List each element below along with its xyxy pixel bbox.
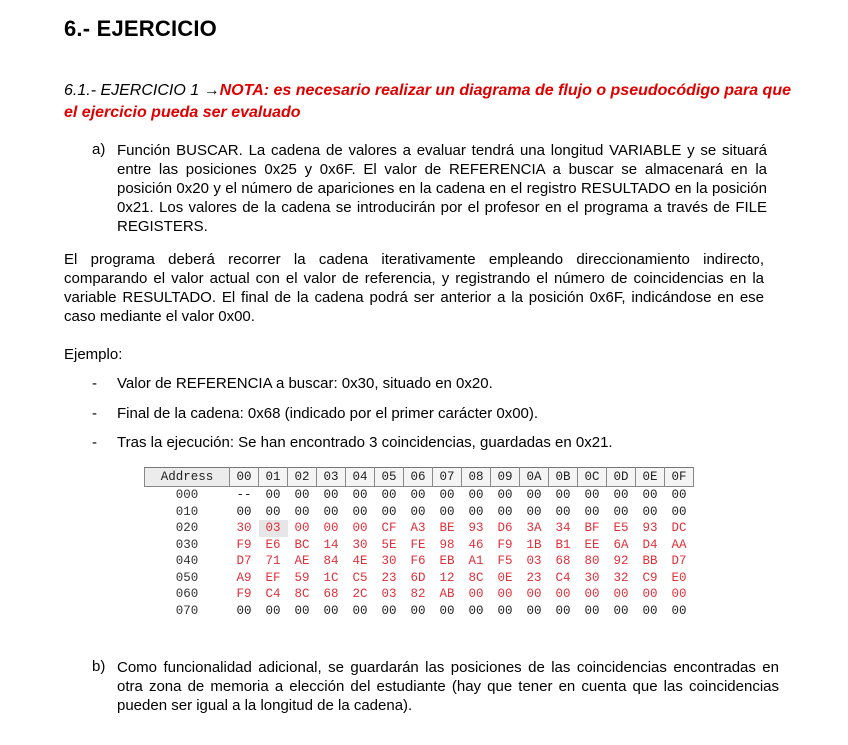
table-row [145,553,694,570]
register-cell: 80 [584,554,600,569]
register-cell: 30 [352,537,368,552]
exercise-note: NOTA: es necesario realizar un diagrama de flujo o pseudocódigo para que el ejercicio pueda ser evaluado [64,82,791,121]
register-cell: 68 [555,554,571,569]
row-address: 040 [175,554,199,569]
register-cell: 00 [584,488,600,503]
register-cell: 3A [526,521,542,536]
register-cell: 00 [265,504,281,519]
register-cell: 00 [642,603,658,618]
table-row [145,520,694,537]
item-a-text: Función BUSCAR. La cadena de valores a evaluar tendrá una longitud VARIABLE y se situará entre las posiciones 0x25 y 0x6F. El valor de REFERENCIA a buscar se almacenará en la posición 0x20 y el número de apariciones en la cadena en el registro RESULTADO en la posición 0x21. Los valores de la cadena se introducirán por el profesor en el programa a través de FILE REGISTERS. [117,142,767,235]
register-cell: BF [584,521,600,536]
register-cell: 00 [613,504,629,519]
table-row [145,570,694,587]
register-cell: 00 [352,504,368,519]
item-b-text: Como funcionalidad adicional, se guardarán las posiciones de las coincidencias encontradas en otra zona de memoria a elección del estudiante (hay que tener en cuenta que las coincidencias pueden ser igual a la longitud de la cadena). [117,659,779,714]
register-cell: 00 [381,488,397,503]
register-cell: C4 [555,570,571,585]
column-header: 01 [259,468,288,487]
register-cell: A3 [410,521,426,536]
column-header: 0D [607,468,636,487]
column-header: 05 [375,468,404,487]
register-cell: 00 [323,504,339,519]
register-cell: 00 [323,488,339,503]
register-cell: 12 [439,570,455,585]
row-address: 010 [175,504,199,519]
register-cell: 6D [410,570,426,585]
register-cell: 32 [613,570,629,585]
register-cell: 46 [468,537,484,552]
register-cell: 00 [352,521,368,536]
register-cell: 00 [671,603,687,618]
register-cell: 00 [265,603,281,618]
row-address: 060 [175,587,199,602]
register-cell: 03 [381,587,397,602]
register-cell: 00 [642,504,658,519]
register-cell: 00 [439,504,455,519]
description-paragraph: El programa deberá recorrer la cadena iterativamente empleando direccionamiento indirecto, comparando el valor actual con el valor de referencia, y registrando el número de coincidencias en la variable RESULTADO. El final de la cadena podrá ser anterior a la posición 0x6F, indicándose en ese caso mediante el valor 0x00. [64,251,764,325]
register-cell: BC [294,537,310,552]
register-cell: 00 [468,587,484,602]
register-cell: 00 [613,587,629,602]
column-header: 09 [491,468,520,487]
register-cell: 1B [526,537,542,552]
register-cell: 00 [497,587,513,602]
register-cell: 00 [642,587,658,602]
bullet-text: Valor de REFERENCIA a buscar: 0x30, situado en 0x20. [117,375,493,392]
register-cell: 00 [497,488,513,503]
register-cell: FE [410,537,426,552]
register-cell: 23 [381,570,397,585]
register-cell: EB [439,554,455,569]
register-cell: 00 [642,488,658,503]
column-header: 0E [636,468,665,487]
column-header: 0B [549,468,578,487]
register-cell: 23 [526,570,542,585]
register-cell: F6 [410,554,426,569]
register-cell: 00 [584,504,600,519]
register-cell: BB [642,554,658,569]
register-cell: 5E [381,537,397,552]
register-cell: 00 [381,504,397,519]
register-cell: 00 [294,504,310,519]
register-cell: EE [584,537,600,552]
register-cell: 00 [323,603,339,618]
register-cell: 00 [352,488,368,503]
register-cell: 92 [613,554,629,569]
column-header: 0F [665,468,694,487]
register-cell: 00 [497,504,513,519]
register-cell: 14 [323,537,339,552]
register-cell: 00 [671,587,687,602]
register-cell: C4 [265,587,281,602]
register-cell: 93 [468,521,484,536]
row-address: 030 [175,537,199,552]
arrow-icon: → [203,82,220,99]
register-cell: 00 [613,603,629,618]
register-cell: EF [265,570,281,585]
register-cell: 00 [294,603,310,618]
row-address: 000 [175,488,199,503]
register-cell: 03 [259,520,288,537]
register-cell: 2C [352,587,368,602]
register-cell: F9 [236,587,252,602]
register-cell: 00 [555,587,571,602]
register-cell: A1 [468,554,484,569]
register-cell: 71 [265,554,281,569]
item-a-label: a) [92,141,106,158]
register-cell: 00 [671,488,687,503]
register-cell: 00 [439,603,455,618]
register-cell: D7 [671,554,687,569]
register-cell: AA [671,537,687,552]
register-cell: C9 [642,570,658,585]
register-cell: C5 [352,570,368,585]
column-header: 07 [433,468,462,487]
register-cell: 8C [294,587,310,602]
register-cell: 8C [468,570,484,585]
bullet-text: Tras la ejecución: Se han encontrado 3 coincidencias, guardadas en 0x21. [117,434,613,451]
register-cell: 30 [584,570,600,585]
register-cell: DC [671,521,687,536]
register-cell: 00 [352,603,368,618]
register-cell: 00 [236,504,252,519]
table-row [145,537,694,554]
register-cell: D7 [236,554,252,569]
bullet-dash: - [92,434,97,451]
register-cell: F9 [236,537,252,552]
register-cell: 00 [381,603,397,618]
register-cell: 00 [410,488,426,503]
register-cell: 00 [468,603,484,618]
register-cell: 00 [555,488,571,503]
column-header: 03 [317,468,346,487]
register-cell: 00 [555,504,571,519]
register-cell: 00 [613,488,629,503]
register-cell: CF [381,521,397,536]
register-cell: 00 [294,488,310,503]
column-header: 06 [404,468,433,487]
register-cell: 30 [236,521,252,536]
table-body [145,487,694,620]
register-cell: 84 [323,554,339,569]
register-cell: 1C [323,570,339,585]
register-cell: 68 [323,587,339,602]
register-cell: 00 [555,603,571,618]
column-header: 0C [578,468,607,487]
register-cell: 00 [584,587,600,602]
page-title: 6.- EJERCICIO [64,16,217,41]
register-cell: A9 [236,570,252,585]
row-address: 070 [175,603,199,618]
register-cell: 30 [381,554,397,569]
register-cell: BE [439,521,455,536]
register-cell: B1 [555,537,571,552]
register-cell: 00 [294,521,310,536]
register-cell: -- [236,488,252,503]
register-cell: 00 [323,521,339,536]
register-cell: 03 [526,554,542,569]
column-header: 00 [230,468,259,487]
column-header: 0A [520,468,549,487]
example-label: Ejemplo: [64,346,123,363]
register-cell: 00 [584,603,600,618]
register-cell: E5 [613,521,629,536]
register-cell: D4 [642,537,658,552]
bullet-dash: - [92,375,97,392]
register-cell: E6 [265,537,281,552]
register-cell: 98 [439,537,455,552]
exercise-number: 6.1.- EJERCICIO 1 [64,82,200,99]
column-header-address: Address [145,468,230,487]
register-cell: 59 [294,570,310,585]
register-cell: 00 [526,488,542,503]
register-cell: 00 [526,587,542,602]
table-header-row [145,468,694,487]
register-cell: 00 [410,504,426,519]
register-cell: 00 [526,504,542,519]
bullet-text: Final de la cadena: 0x68 (indicado por el primer carácter 0x00). [117,405,539,422]
register-cell: 93 [642,521,658,536]
register-cell: 00 [410,603,426,618]
register-cell: 00 [497,603,513,618]
column-header: 08 [462,468,491,487]
register-cell: 00 [439,488,455,503]
register-cell: AE [294,554,310,569]
register-cell: 0E [497,570,513,585]
register-cell: 82 [410,587,426,602]
table-row [145,603,694,620]
exercise-subtitle [64,80,794,124]
register-cell: 00 [236,603,252,618]
table-row [145,487,694,504]
item-b-label: b) [92,658,106,675]
register-cell: 00 [526,603,542,618]
register-cell: 4E [352,554,368,569]
register-cell: AB [439,587,455,602]
column-header: 04 [346,468,375,487]
table-row [145,504,694,521]
register-cell: 6A [613,537,629,552]
bullet-dash: - [92,405,97,422]
row-address: 020 [175,521,199,536]
register-cell: 00 [671,504,687,519]
register-cell: 00 [265,488,281,503]
register-cell: 00 [468,504,484,519]
register-cell: 34 [555,521,571,536]
table-row [145,586,694,603]
register-cell: F5 [497,554,513,569]
register-cell: D6 [497,521,513,536]
register-cell: F9 [497,537,513,552]
register-cell: E0 [671,570,687,585]
register-cell: 00 [468,488,484,503]
file-registers-table [144,467,709,632]
row-address: 050 [175,570,199,585]
column-header: 02 [288,468,317,487]
